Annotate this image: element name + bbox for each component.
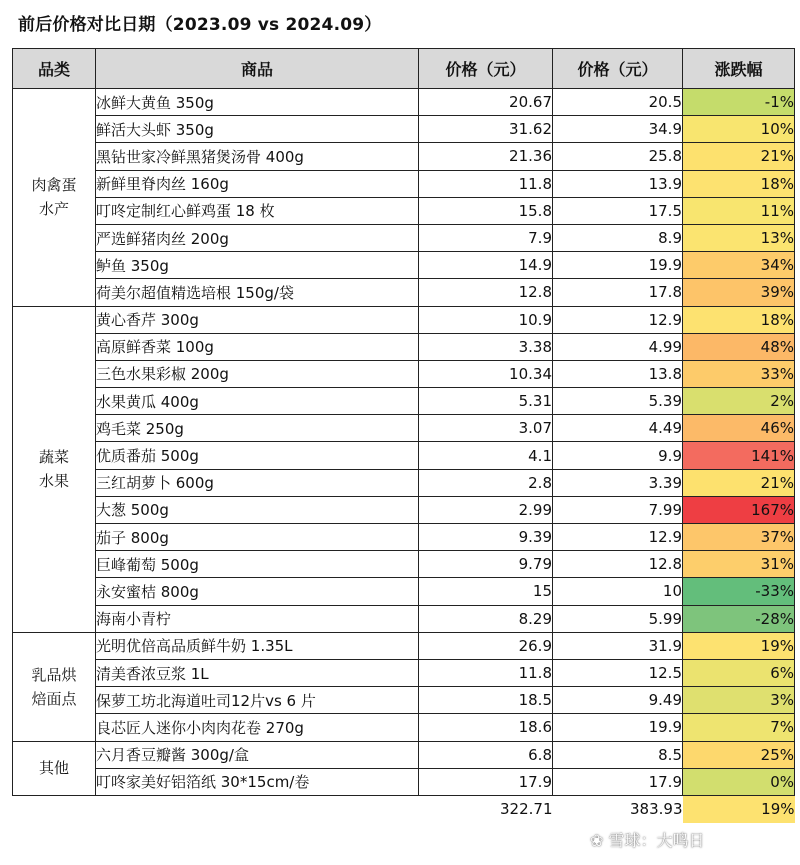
table-row bbox=[13, 687, 795, 714]
header-category: 品类 bbox=[13, 49, 96, 89]
price-change: 141% bbox=[683, 442, 795, 469]
category-label: 蔬菜 bbox=[38, 448, 69, 467]
price-2024: 4.49 bbox=[553, 415, 683, 442]
price-change: 7% bbox=[683, 714, 795, 741]
price-2024: 34.9 bbox=[553, 116, 683, 143]
price-2024: 12.5 bbox=[553, 659, 683, 686]
price-change: 19% bbox=[683, 632, 795, 659]
table-row bbox=[13, 524, 795, 551]
category-label: 水果 bbox=[38, 472, 69, 491]
price-2023: 9.79 bbox=[419, 551, 553, 578]
table-row bbox=[13, 714, 795, 741]
price-change: 0% bbox=[683, 768, 795, 795]
price-2024: 25.8 bbox=[553, 143, 683, 170]
price-change: -33% bbox=[683, 578, 795, 605]
price-2023: 5.31 bbox=[419, 388, 553, 415]
price-change: 3% bbox=[683, 687, 795, 714]
product-name: 水果黄瓜 400g bbox=[96, 388, 419, 415]
table-row bbox=[13, 170, 795, 197]
product-name: 荷美尔超值精选培根 150g/袋 bbox=[96, 279, 419, 306]
price-2024: 9.9 bbox=[553, 442, 683, 469]
price-2023: 18.6 bbox=[419, 714, 553, 741]
price-2024: 17.8 bbox=[553, 279, 683, 306]
category-label: 其他 bbox=[38, 759, 69, 778]
price-2023: 15 bbox=[419, 578, 553, 605]
price-2023: 12.8 bbox=[419, 279, 553, 306]
table-row bbox=[13, 415, 795, 442]
price-change: 2% bbox=[683, 388, 795, 415]
product-name: 冰鲜大黄鱼 350g bbox=[96, 89, 419, 116]
price-2023: 15.8 bbox=[419, 197, 553, 224]
price-change: 48% bbox=[683, 333, 795, 360]
price-2023: 10.34 bbox=[419, 360, 553, 387]
product-name: 三红胡萝卜 600g bbox=[96, 469, 419, 496]
price-2023: 6.8 bbox=[419, 741, 553, 768]
price-2024: 17.5 bbox=[553, 197, 683, 224]
price-2024: 20.5 bbox=[553, 89, 683, 116]
price-2023: 7.9 bbox=[419, 224, 553, 251]
price-change: 25% bbox=[683, 741, 795, 768]
table-row bbox=[13, 551, 795, 578]
price-2024: 8.9 bbox=[553, 224, 683, 251]
category-label: 焙面点 bbox=[31, 689, 77, 708]
total-price-2023: 322.71 bbox=[500, 800, 553, 819]
table-body bbox=[13, 89, 795, 823]
product-name: 鲜活大头虾 350g bbox=[96, 116, 419, 143]
product-name: 叮咚定制红心鲜鸡蛋 18 枚 bbox=[96, 197, 419, 224]
price-change: 11% bbox=[683, 197, 795, 224]
product-name: 六月香豆瓣酱 300g/盒 bbox=[96, 741, 419, 768]
price-2023: 2.8 bbox=[419, 469, 553, 496]
product-name: 光明优倍高品质鲜牛奶 1.35L bbox=[96, 632, 419, 659]
price-2024: 12.8 bbox=[553, 551, 683, 578]
table-row bbox=[13, 388, 795, 415]
price-change: 13% bbox=[683, 224, 795, 251]
category-label: 乳品烘 bbox=[31, 665, 77, 684]
price-2024: 8.5 bbox=[553, 741, 683, 768]
table-row bbox=[13, 632, 795, 659]
price-change: 33% bbox=[683, 360, 795, 387]
price-2024: 31.9 bbox=[553, 632, 683, 659]
category-cell bbox=[13, 89, 96, 307]
price-change: 6% bbox=[683, 659, 795, 686]
table-row bbox=[13, 197, 795, 224]
product-name: 良芯匠人迷你小肉肉花卷 270g bbox=[96, 714, 419, 741]
product-name: 茄子 800g bbox=[96, 524, 419, 551]
table-row bbox=[13, 768, 795, 795]
price-2023: 26.9 bbox=[419, 632, 553, 659]
price-change: 10% bbox=[683, 116, 795, 143]
price-2023: 4.1 bbox=[419, 442, 553, 469]
watermark: ❀ 雪球：大鸣日 bbox=[590, 831, 705, 850]
product-name: 高原鲜香菜 100g bbox=[96, 333, 419, 360]
price-2023: 2.99 bbox=[419, 496, 553, 523]
totals-row bbox=[13, 795, 795, 822]
price-2023: 10.9 bbox=[419, 306, 553, 333]
table-row bbox=[13, 143, 795, 170]
product-name: 优质番茄 500g bbox=[96, 442, 419, 469]
price-2024: 12.9 bbox=[553, 306, 683, 333]
table-row bbox=[13, 469, 795, 496]
price-2023: 17.9 bbox=[419, 768, 553, 795]
price-change: 46% bbox=[683, 415, 795, 442]
price-2024: 10 bbox=[553, 578, 683, 605]
price-change: -28% bbox=[683, 605, 795, 632]
price-change: 18% bbox=[683, 306, 795, 333]
table-row bbox=[13, 360, 795, 387]
product-name: 严选鲜猪肉丝 200g bbox=[96, 224, 419, 251]
totals-blank bbox=[13, 795, 96, 822]
total-change: 19% bbox=[683, 795, 795, 822]
product-name: 永安蜜桔 800g bbox=[96, 578, 419, 605]
product-name: 清美香浓豆浆 1L bbox=[96, 659, 419, 686]
table-row bbox=[13, 224, 795, 251]
price-change: 37% bbox=[683, 524, 795, 551]
page-title: 前后价格对比日期（2023.09 vs 2024.09） bbox=[18, 15, 382, 35]
header-price-2023: 价格（元） bbox=[419, 49, 553, 89]
price-comparison-table bbox=[12, 48, 795, 823]
table-row bbox=[13, 496, 795, 523]
category-label: 肉禽蛋 bbox=[31, 176, 77, 195]
table-row bbox=[13, 741, 795, 768]
watermark-logo-icon: ❀ bbox=[590, 831, 609, 850]
price-2024: 13.8 bbox=[553, 360, 683, 387]
table-row bbox=[13, 252, 795, 279]
price-2024: 5.39 bbox=[553, 388, 683, 415]
price-2023: 3.38 bbox=[419, 333, 553, 360]
product-name: 三色水果彩椒 200g bbox=[96, 360, 419, 387]
table-row bbox=[13, 116, 795, 143]
price-2024: 17.9 bbox=[553, 768, 683, 795]
product-name: 巨峰葡萄 500g bbox=[96, 551, 419, 578]
category-cell bbox=[13, 741, 96, 795]
price-2023: 9.39 bbox=[419, 524, 553, 551]
price-change: 18% bbox=[683, 170, 795, 197]
price-2024: 19.9 bbox=[553, 252, 683, 279]
price-change: -1% bbox=[683, 89, 795, 116]
table-row bbox=[13, 333, 795, 360]
header-change: 涨跌幅 bbox=[683, 49, 795, 89]
category-cell bbox=[13, 306, 96, 632]
price-2023: 18.5 bbox=[419, 687, 553, 714]
table-row bbox=[13, 578, 795, 605]
price-2023: 14.9 bbox=[419, 252, 553, 279]
price-2024: 4.99 bbox=[553, 333, 683, 360]
product-name: 保萝工坊北海道吐司12片vs 6 片 bbox=[96, 687, 419, 714]
product-name: 新鲜里脊肉丝 160g bbox=[96, 170, 419, 197]
header-product: 商品 bbox=[96, 49, 419, 89]
price-change: 21% bbox=[683, 469, 795, 496]
product-name: 叮咚家美好铝箔纸 30*15cm/卷 bbox=[96, 768, 419, 795]
product-name: 大葱 500g bbox=[96, 496, 419, 523]
price-2023: 11.8 bbox=[419, 659, 553, 686]
table-row bbox=[13, 279, 795, 306]
category-label: 水产 bbox=[38, 200, 69, 219]
price-2023: 8.29 bbox=[419, 605, 553, 632]
price-change: 34% bbox=[683, 252, 795, 279]
price-2023: 31.62 bbox=[419, 116, 553, 143]
price-2023: 21.36 bbox=[419, 143, 553, 170]
price-change: 39% bbox=[683, 279, 795, 306]
price-change: 31% bbox=[683, 551, 795, 578]
price-2024: 3.39 bbox=[553, 469, 683, 496]
table-row bbox=[13, 605, 795, 632]
price-2024: 12.9 bbox=[553, 524, 683, 551]
table-header-row bbox=[13, 49, 795, 89]
price-2024: 7.99 bbox=[553, 496, 683, 523]
totals-blank bbox=[96, 795, 419, 822]
price-2024: 13.9 bbox=[553, 170, 683, 197]
price-2023: 20.67 bbox=[419, 89, 553, 116]
price-2023: 11.8 bbox=[419, 170, 553, 197]
product-name: 鸡毛菜 250g bbox=[96, 415, 419, 442]
product-name: 黄心香芹 300g bbox=[96, 306, 419, 333]
total-price-2024: 383.93 bbox=[630, 800, 683, 819]
table-row bbox=[13, 89, 795, 116]
price-2024: 19.9 bbox=[553, 714, 683, 741]
table-row bbox=[13, 442, 795, 469]
table-row bbox=[13, 306, 795, 333]
product-name: 黑钻世家冷鲜黑猪煲汤骨 400g bbox=[96, 143, 419, 170]
price-2024: 5.99 bbox=[553, 605, 683, 632]
price-change: 167% bbox=[683, 496, 795, 523]
table-row bbox=[13, 659, 795, 686]
price-2023: 3.07 bbox=[419, 415, 553, 442]
category-cell bbox=[13, 632, 96, 741]
product-name: 鲈鱼 350g bbox=[96, 252, 419, 279]
price-2024: 9.49 bbox=[553, 687, 683, 714]
price-change: 21% bbox=[683, 143, 795, 170]
product-name: 海南小青柠 bbox=[96, 605, 419, 632]
header-price-2024: 价格（元） bbox=[553, 49, 683, 89]
